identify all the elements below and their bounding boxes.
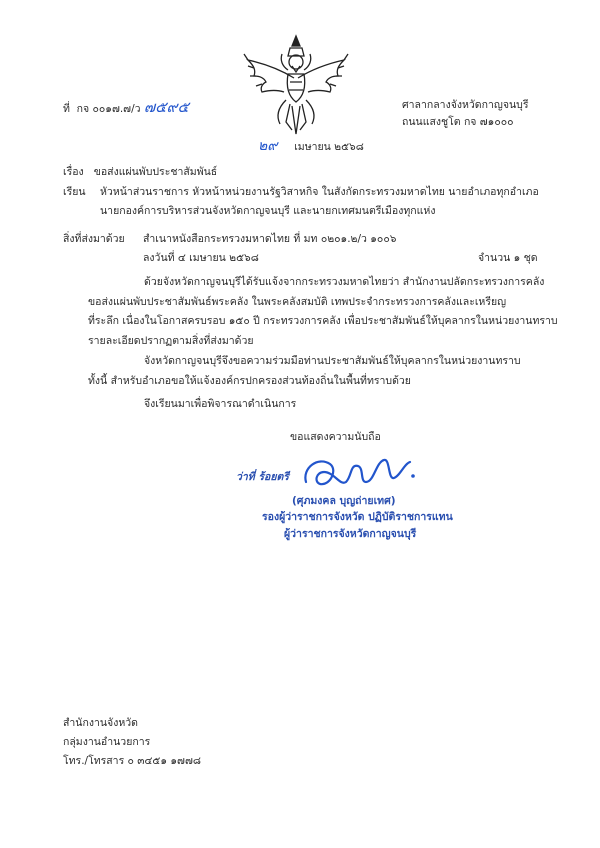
reference-code: กจ ๐๐๑๗.๗/ว [76,103,141,115]
enclosure-date: ลงวันที่ ๔ เมษายน ๒๕๖๘ [143,252,259,264]
date-day: ๒๙ [258,138,278,154]
body-paragraph-2 [88,352,530,391]
organization-name: ศาลากลางจังหวัดกาญจนบุรี [402,99,529,111]
enclosure-text: สำเนาหนังสือกระทรวงมหาดไทย ที่ มท ๐๒๐๑.๒/ว ๑๐๐๖ [143,233,397,245]
signer-title-1: รองผู้ว่าราชการจังหวัด ปฏิบัติราชการแทน [262,511,453,523]
footer-office: สำนักงานจังหวัด [63,717,138,729]
paragraph-line: ทั้งนี้ สำหรับอำเภอขอให้แจ้งองค์กรปกครองส่วนท้องถิ่นในพื้นที่ทราบด้วย [88,374,411,387]
signer-title-2: ผู้ว่าราชการจังหวัดกาญจนบุรี [284,528,417,540]
enclosure-quantity: จำนวน ๑ ชุด [478,252,538,264]
paragraph-line: ด้วยจังหวัดกาญจนบุรีได้รับแจ้งจากกระทรวงมหาดไทยว่า สำนักงานปลัดกระทรวงการคลัง [144,276,545,288]
recipient-label: เรียน [63,186,86,198]
paragraph-line: รายละเอียดปรากฏตามสิ่งที่ส่งมาด้วย [88,334,254,347]
closing-request: จึงเรียนมาเพื่อพิจารณาดำเนินการ [144,398,297,410]
date-line [258,135,364,157]
garuda-emblem-icon [226,30,366,140]
reference-label: ที่ [63,103,70,115]
organization-address: ถนนแสงชูโต กจ ๗๑๐๐๐ [402,116,514,128]
date-month-year: เมษายน ๒๕๖๘ [294,141,364,153]
paragraph-line: ที่ระลึก เนื่องในโอกาสครบรอบ ๑๕๐ ปี กระทรวงการคลัง เพื่อประชาสัมพันธ์ให้บุคลากรในหน่วยงานทราบ [88,315,558,327]
paragraph-line: จังหวัดกาญจนบุรีจึงขอความร่วมมือท่านประชาสัมพันธ์ให้บุคลากรในหน่วยงานทราบ [144,355,521,367]
recipient-line-2: นายกองค์การบริหารส่วนจังหวัดกาญจนบุรี และนายกเทศมนตรีเมืองทุกแห่ง [100,205,436,217]
subject-line [63,163,217,180]
closing-salutation: ขอแสดงความนับถือ [290,431,381,443]
signature-scribble [300,446,420,494]
footer-division: กลุ่มงานอำนวยการ [63,736,151,748]
enclosure-label: สิ่งที่ส่งมาด้วย [63,233,125,245]
reference-number: ๗๕๙๕ [143,98,189,116]
recipient-line-1: หัวหน้าส่วนราชการ หัวหน้าหน่วยงานรัฐวิสาหกิจ ในสังกัดกระทรวงมหาดไทย นายอำเภอทุกอำเภอ [100,186,539,198]
subject-text: ขอส่งแผ่นพับประชาสัมพันธ์ [93,166,218,178]
subject-label: เรื่อง [63,166,84,178]
body-paragraph-1 [88,273,558,351]
signer-name: (ศุภมงคล บุญถ่ายเทศ) [292,495,396,507]
reference-line [63,95,189,119]
footer-phone: โทร./โทรสาร ๐ ๓๔๕๑ ๑๗๗๘ [63,755,201,767]
stamp-note: ว่าที่ ร้อยตรี [236,471,289,483]
paragraph-line: ขอส่งแผ่นพับประชาสัมพันธ์พระคลัง ในพระคลังสมบัติ เทพประจำกระทรวงการคลังและเหรียญ [88,295,507,308]
